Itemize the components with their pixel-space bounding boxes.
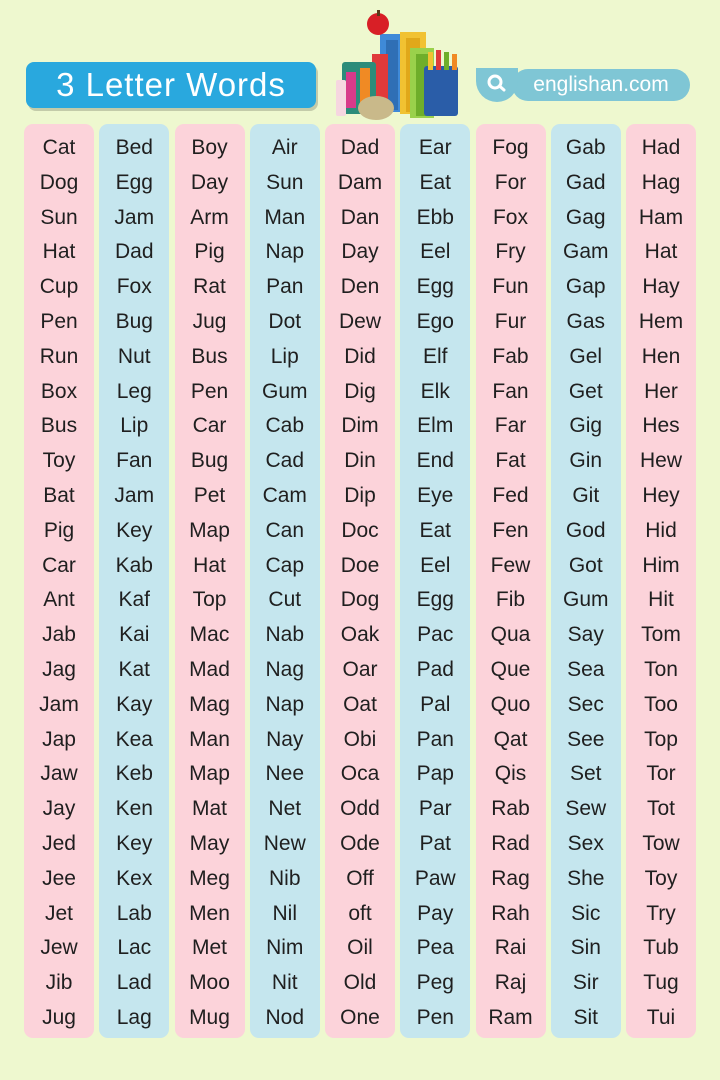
word-item: Raj bbox=[494, 971, 527, 995]
word-item: Pac bbox=[417, 623, 454, 647]
word-item: Fox bbox=[116, 275, 152, 299]
word-item: Rad bbox=[491, 831, 530, 855]
word-item: Ego bbox=[416, 309, 454, 333]
word-item: Rag bbox=[491, 866, 530, 890]
word-item: Sic bbox=[571, 901, 601, 925]
word-item: Mug bbox=[189, 1005, 230, 1029]
word-item: Gin bbox=[569, 449, 603, 473]
word-item: Fab bbox=[492, 344, 529, 368]
word-item: For bbox=[494, 170, 527, 194]
word-item: Ram bbox=[488, 1005, 533, 1029]
word-item: Did bbox=[344, 344, 376, 368]
word-item: Jam bbox=[39, 692, 79, 716]
word-item: Dog bbox=[39, 170, 79, 194]
word-item: Gab bbox=[565, 136, 606, 159]
word-item: New bbox=[263, 831, 306, 855]
word-item: Sir bbox=[572, 971, 599, 995]
word-item: Ant bbox=[43, 588, 75, 612]
word-item: Sit bbox=[573, 1005, 598, 1029]
word-item: Jap bbox=[42, 727, 76, 751]
search-icon bbox=[476, 68, 518, 102]
school-supplies-icon bbox=[322, 10, 468, 124]
word-item: Nay bbox=[266, 727, 304, 751]
word-item: Nit bbox=[271, 971, 298, 995]
word-item: Rab bbox=[491, 797, 530, 821]
word-item: Bug bbox=[115, 309, 153, 333]
word-item: Egg bbox=[416, 588, 454, 612]
word-item: May bbox=[189, 831, 230, 855]
word-item: Gap bbox=[565, 275, 606, 299]
word-item: Kab bbox=[115, 553, 153, 577]
word-item: Fen bbox=[492, 518, 529, 542]
word-item: Fur bbox=[494, 309, 527, 333]
word-item: Gad bbox=[565, 170, 606, 194]
word-item: Tug bbox=[643, 971, 679, 995]
word-item: Nod bbox=[265, 1005, 305, 1029]
word-item: Fan bbox=[492, 379, 529, 403]
word-item: Cab bbox=[265, 414, 305, 438]
word-item: Him bbox=[642, 553, 680, 577]
word-item: Moo bbox=[189, 971, 230, 995]
word-item: Her bbox=[644, 379, 678, 403]
word-item: Day bbox=[341, 240, 379, 264]
word-item: Ear bbox=[418, 136, 452, 159]
word-item: Eat bbox=[419, 170, 452, 194]
word-item: Leg bbox=[116, 379, 152, 403]
word-item: Had bbox=[641, 136, 681, 159]
word-item: Few bbox=[490, 553, 531, 577]
word-column bbox=[325, 124, 395, 1038]
word-item: Ton bbox=[644, 657, 678, 681]
word-item: Air bbox=[271, 136, 298, 159]
word-item: Bus bbox=[191, 344, 228, 368]
word-item: Ebb bbox=[416, 205, 454, 229]
word-item: Lab bbox=[116, 901, 152, 925]
word-item: Pen bbox=[416, 1005, 454, 1029]
word-item: Dip bbox=[344, 483, 376, 507]
word-item: Cad bbox=[265, 449, 305, 473]
word-item: Try bbox=[646, 901, 676, 925]
word-item: oft bbox=[348, 901, 372, 925]
word-item: Can bbox=[265, 518, 305, 542]
word-item: Pad bbox=[416, 657, 454, 681]
word-item: Jaw bbox=[40, 762, 78, 786]
word-item: Bed bbox=[115, 136, 153, 159]
word-item: Cup bbox=[39, 275, 79, 299]
word-item: Lip bbox=[120, 414, 149, 438]
word-item: Gel bbox=[569, 344, 603, 368]
word-item: Que bbox=[490, 657, 531, 681]
word-item: Fry bbox=[495, 240, 526, 264]
word-item: Key bbox=[116, 831, 153, 855]
word-item: Elm bbox=[417, 414, 454, 438]
word-item: She bbox=[567, 866, 605, 890]
word-item: Nap bbox=[265, 692, 305, 716]
word-item: Jug bbox=[192, 309, 227, 333]
word-item: Dad bbox=[114, 240, 154, 264]
word-item: Din bbox=[344, 449, 376, 473]
word-item: Sun bbox=[266, 170, 304, 194]
word-item: Jam bbox=[114, 483, 155, 507]
word-item: Egg bbox=[416, 275, 454, 299]
word-item: Nib bbox=[268, 866, 301, 890]
word-item: Met bbox=[191, 936, 227, 960]
word-item: Dig bbox=[344, 379, 376, 403]
word-item: Mad bbox=[189, 657, 230, 681]
word-item: Fox bbox=[492, 205, 528, 229]
word-item: Jet bbox=[44, 901, 73, 925]
word-item: Fed bbox=[492, 483, 529, 507]
word-item: Par bbox=[418, 797, 452, 821]
word-item: Sun bbox=[40, 205, 78, 229]
word-item: See bbox=[567, 727, 605, 751]
word-item: Run bbox=[39, 344, 79, 368]
word-item: Gas bbox=[566, 309, 605, 333]
word-item: Lip bbox=[270, 344, 299, 368]
word-item: One bbox=[340, 1005, 380, 1029]
word-item: Top bbox=[192, 588, 227, 612]
word-item: Dam bbox=[337, 170, 383, 194]
word-item: Tot bbox=[646, 797, 675, 821]
word-column bbox=[476, 124, 546, 1038]
word-item: Hew bbox=[639, 449, 682, 473]
word-item: Mac bbox=[189, 623, 230, 647]
word-item: Oat bbox=[343, 692, 377, 716]
word-item: Eel bbox=[420, 553, 451, 577]
word-column bbox=[175, 124, 245, 1038]
word-item: Pan bbox=[416, 727, 454, 751]
word-item: Key bbox=[116, 518, 153, 542]
word-item: Oar bbox=[342, 657, 378, 681]
word-item: Rat bbox=[193, 275, 226, 299]
word-item: Men bbox=[189, 901, 230, 925]
word-item: Sin bbox=[570, 936, 601, 960]
word-item: Toy bbox=[42, 449, 76, 473]
word-column bbox=[99, 124, 169, 1038]
word-item: Kay bbox=[116, 692, 153, 716]
word-item: Old bbox=[343, 971, 377, 995]
word-item: Oak bbox=[340, 623, 380, 647]
word-item: Arm bbox=[190, 205, 229, 229]
word-item: Bug bbox=[190, 449, 229, 473]
word-item: Map bbox=[189, 762, 230, 786]
word-item: Jag bbox=[42, 657, 76, 681]
word-item: Pen bbox=[190, 379, 229, 403]
word-item: Gig bbox=[569, 414, 603, 438]
word-item: Ode bbox=[340, 831, 380, 855]
word-item: Nap bbox=[265, 240, 305, 264]
word-item: Sew bbox=[565, 797, 607, 821]
word-item: Jee bbox=[42, 866, 76, 890]
word-item: Mag bbox=[189, 692, 230, 716]
word-item: Qua bbox=[490, 623, 531, 647]
word-item: Got bbox=[568, 553, 603, 577]
word-item: Pat bbox=[419, 831, 452, 855]
word-item: Mat bbox=[191, 797, 227, 821]
word-item: Day bbox=[190, 170, 229, 194]
word-item: Sex bbox=[567, 831, 604, 855]
word-item: Doe bbox=[340, 553, 380, 577]
word-item: Qis bbox=[494, 762, 527, 786]
word-item: Egg bbox=[115, 170, 153, 194]
word-item: Elf bbox=[422, 344, 448, 368]
word-item: Sec bbox=[567, 692, 604, 716]
word-item: Man bbox=[189, 727, 230, 751]
word-item: Tor bbox=[646, 762, 676, 786]
word-item: Dot bbox=[268, 309, 302, 333]
word-item: Cut bbox=[268, 588, 302, 612]
word-item: Pan bbox=[266, 275, 304, 299]
word-item: Pet bbox=[193, 483, 226, 507]
word-item: Paw bbox=[414, 866, 456, 890]
word-item: Toy bbox=[644, 866, 678, 890]
word-column bbox=[24, 124, 94, 1038]
word-item: Pay bbox=[417, 901, 454, 925]
word-item: Jay bbox=[42, 797, 76, 821]
word-item: Ken bbox=[115, 797, 153, 821]
word-item: Oil bbox=[347, 936, 373, 960]
word-item: Git bbox=[572, 483, 600, 507]
word-item: Hay bbox=[642, 275, 680, 299]
word-item: Hem bbox=[638, 309, 684, 333]
word-item: Kai bbox=[119, 623, 150, 647]
word-item: Eel bbox=[420, 240, 451, 264]
word-item: Hey bbox=[642, 483, 680, 507]
word-item: Eye bbox=[417, 483, 454, 507]
word-item: Get bbox=[568, 379, 603, 403]
word-item: Jew bbox=[40, 936, 78, 960]
word-item: Dan bbox=[340, 205, 380, 229]
word-item: Nut bbox=[117, 344, 151, 368]
word-item: Gag bbox=[565, 205, 606, 229]
word-column bbox=[551, 124, 621, 1038]
word-item: Fun bbox=[492, 275, 529, 299]
word-item: Say bbox=[567, 623, 604, 647]
word-item: Gum bbox=[562, 588, 609, 612]
word-item: Pea bbox=[416, 936, 454, 960]
word-item: Rah bbox=[491, 901, 530, 925]
word-item: Ham bbox=[638, 205, 684, 229]
word-item: Den bbox=[340, 275, 380, 299]
word-item: Jab bbox=[42, 623, 76, 647]
word-item: Cam bbox=[262, 483, 307, 507]
word-item: Meg bbox=[189, 866, 230, 890]
word-item: Elk bbox=[420, 379, 450, 403]
word-item: Tom bbox=[641, 623, 681, 647]
word-item: Fib bbox=[495, 588, 526, 612]
word-item: Dim bbox=[341, 414, 379, 438]
word-item: Keb bbox=[115, 762, 153, 786]
word-item: Top bbox=[644, 727, 678, 751]
word-item: Bus bbox=[40, 414, 78, 438]
word-item: Car bbox=[192, 414, 227, 438]
word-item: Fat bbox=[495, 449, 526, 473]
word-item: Lad bbox=[116, 971, 152, 995]
word-item: Kex bbox=[116, 866, 153, 890]
word-item: Dad bbox=[340, 136, 380, 159]
word-item: Pap bbox=[416, 762, 454, 786]
word-item: Hen bbox=[641, 344, 681, 368]
word-column bbox=[250, 124, 320, 1038]
word-item: Bat bbox=[43, 483, 75, 507]
word-item: Pig bbox=[43, 518, 75, 542]
word-item: Tui bbox=[646, 1005, 676, 1029]
word-item: Off bbox=[346, 866, 374, 890]
word-item: Odd bbox=[340, 797, 380, 821]
word-item: Box bbox=[40, 379, 78, 403]
word-column bbox=[400, 124, 470, 1038]
word-item: Rai bbox=[494, 936, 527, 960]
word-item: End bbox=[416, 449, 454, 473]
word-item: Jug bbox=[42, 1005, 76, 1029]
word-item: Tub bbox=[643, 936, 679, 960]
site-url: englishan.com bbox=[512, 69, 690, 101]
word-item: Peg bbox=[416, 971, 454, 995]
word-item: Obi bbox=[343, 727, 377, 751]
word-item: Boy bbox=[191, 136, 228, 159]
word-item: Dew bbox=[338, 309, 381, 333]
word-item: God bbox=[565, 518, 606, 542]
word-item: Jed bbox=[42, 831, 76, 855]
word-item: Hat bbox=[42, 240, 76, 264]
word-item: Cap bbox=[265, 553, 305, 577]
word-item: Fog bbox=[492, 136, 529, 159]
word-item: Eat bbox=[419, 518, 452, 542]
word-item: Set bbox=[569, 762, 602, 786]
word-item: Map bbox=[189, 518, 230, 542]
word-item: Dog bbox=[340, 588, 380, 612]
word-item: Nag bbox=[265, 657, 305, 681]
word-columns bbox=[24, 124, 696, 1038]
word-item: Kaf bbox=[118, 588, 151, 612]
word-item: Nee bbox=[265, 762, 305, 786]
word-item: Sea bbox=[567, 657, 605, 681]
page-title: 3 Letter Words bbox=[26, 62, 316, 108]
word-item: Man bbox=[264, 205, 306, 229]
word-item: Net bbox=[268, 797, 302, 821]
word-item: Nil bbox=[272, 901, 297, 925]
word-item: Quo bbox=[490, 692, 531, 716]
word-item: Oca bbox=[340, 762, 380, 786]
word-item: Jam bbox=[114, 205, 155, 229]
word-item: Hid bbox=[645, 518, 677, 542]
word-item: Kat bbox=[118, 657, 151, 681]
word-item: Too bbox=[644, 692, 678, 716]
word-item: Car bbox=[42, 553, 76, 577]
word-item: Pig bbox=[194, 240, 225, 264]
site-badge bbox=[476, 68, 690, 102]
word-item: Hit bbox=[648, 588, 674, 612]
word-column bbox=[626, 124, 696, 1038]
word-item: Gam bbox=[562, 240, 609, 264]
word-item: Hat bbox=[193, 553, 226, 577]
word-item: Doc bbox=[341, 518, 379, 542]
word-item: Pen bbox=[40, 309, 78, 333]
word-item: Tow bbox=[642, 831, 680, 855]
word-item: Gum bbox=[261, 379, 308, 403]
word-item: Hag bbox=[641, 170, 681, 194]
word-item: Jib bbox=[45, 971, 73, 995]
word-item: Nab bbox=[265, 623, 305, 647]
word-item: Qat bbox=[493, 727, 528, 751]
word-item: Pal bbox=[420, 692, 451, 716]
word-item: Lac bbox=[117, 936, 152, 960]
word-item: Fan bbox=[116, 449, 153, 473]
word-item: Cat bbox=[42, 136, 76, 159]
word-item: Nim bbox=[266, 936, 304, 960]
word-item: Hes bbox=[642, 414, 680, 438]
word-item: Kea bbox=[115, 727, 153, 751]
word-item: Hat bbox=[644, 240, 678, 264]
word-item: Far bbox=[494, 414, 527, 438]
word-item: Lag bbox=[116, 1005, 152, 1029]
